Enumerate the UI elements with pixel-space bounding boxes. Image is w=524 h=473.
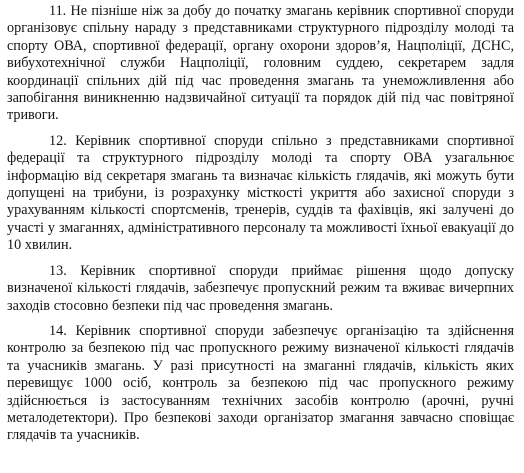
paragraph-text: Керівник спортивної споруди забезпечує організацію та здійснення контролю за безпекою під час пропускного режиму визначеної кількості глядачів та учасників змагань. У разі присутності на змаганні глядачів, кількість яких перевищує 1000 осіб, контроль за безпекою під час пропускного режиму здійснюється із застосуванням технічних засобів контролю (арочні, ручні металодетектори). Про безпекові заходи організатор змагання завчасно сповіщає глядачів та учасників.: [7, 322, 514, 444]
paragraph-text: Не пізніше ніж за добу до початку змагань керівник спортивної споруди організовує спільну нараду з представниками структурного підрозділу молоді та спорту ОВА, спортивної федерації, органу охорони здоров’я, Нацполіції, ДСНС, вибухотехнічної служби Нацполіції, головним суддею, секретарем задля координації спільних дій під час проведення змагань та унеможливлення або запобігання виникненню надзвичайної ситуації та порядок дій під час повітряної тривоги.: [7, 3, 514, 124]
paragraph-14: [7, 323, 514, 445]
paragraph-text: Керівник спортивної споруди приймає рішення щодо допуску визначеної кількості глядачів, забезпечує пропускний режим та вживає вичерпних заходів стосовно безпеки під час проведення змагань.: [7, 262, 514, 314]
paragraph-number: 13.: [49, 262, 67, 279]
paragraph-text: Керівник спортивної споруди спільно з представниками спортивної федерації та структурного підрозділу молоді та спорту ОВА узагальнює інформацію від секретаря змагань та визначає кількість глядачів, які можуть бути допущені на трибуни, із розрахунку місткості укриття або захисної споруди з урахуванням кількості спортсменів, тренерів, суддів та фахівців, які залучені до участі у змаганнях, адміністративного персоналу та можливості їхньої евакуації до 10 хвилин.: [7, 132, 514, 254]
paragraph-13: [7, 263, 514, 315]
paragraph-12: [7, 133, 514, 255]
paragraph-number: 14.: [49, 322, 67, 339]
paragraph-number: 11.: [49, 3, 67, 19]
paragraph-number: 12.: [49, 132, 67, 149]
paragraph-11: [7, 3, 514, 125]
